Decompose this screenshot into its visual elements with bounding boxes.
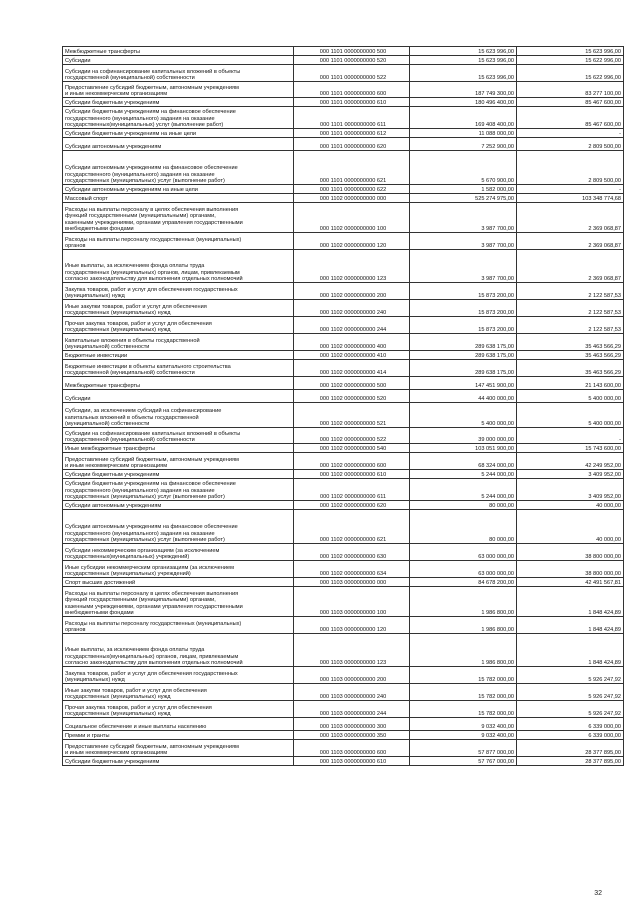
row-executed-amount: 28 377 895,00 [517, 740, 624, 757]
row-name: Субсидии бюджетным учреждениям [65, 471, 160, 478]
row-code: 000 1102 0000000000 100 [294, 203, 410, 233]
table-row [63, 667, 624, 684]
row-name: Иные субсидии некоммерческим организациям (за исключением государственных (муниципальных) учреждений) [65, 564, 234, 577]
row-executed-amount: 2 369 068,87 [517, 203, 624, 233]
row-code: 000 1101 0000000000 612 [294, 129, 410, 138]
row-name: Субсидии на софинансирование капитальных вложений в объекты государственной (муниципальной) собственности [65, 430, 241, 443]
row-name-cell [63, 453, 294, 470]
row-executed-amount: 3 409 952,00 [517, 470, 624, 479]
row-code: 000 1102 0000000000 600 [294, 453, 410, 470]
row-name-cell [63, 740, 294, 757]
row-name-cell [63, 377, 294, 390]
table-row [63, 82, 624, 98]
row-code: 000 1101 0000000000 520 [294, 56, 410, 65]
row-name: Иные закупки товаров, работ и услуг для обеспечения государственных (муниципальных) нужд [65, 303, 207, 316]
row-name-cell [63, 587, 294, 617]
row-name: Иные межбюджетные трансферты [65, 445, 155, 452]
row-name: Субсидии, за исключением субсидий на софинансирование капитальных вложений в объекты государственной (муниципальной) собственности [65, 408, 222, 427]
row-name-cell [63, 617, 294, 634]
row-approved-amount: 3 987 700,00 [410, 250, 517, 283]
table-row [63, 684, 624, 701]
row-executed-amount: 40 000,00 [517, 501, 624, 510]
table-row [63, 300, 624, 317]
row-name-cell [63, 578, 294, 587]
row-executed-amount: 35 463 566,29 [517, 351, 624, 360]
row-approved-amount: 103 051 900,00 [410, 444, 517, 453]
table-row [63, 587, 624, 617]
row-name-cell [63, 300, 294, 317]
row-executed-amount: 103 348 774,68 [517, 194, 624, 203]
row-name-cell [63, 185, 294, 194]
row-executed-amount: 2 809 500,00 [517, 151, 624, 185]
row-approved-amount: 63 000 000,00 [410, 561, 517, 578]
row-code: 000 1102 0000000000 410 [294, 351, 410, 360]
row-name-cell [63, 510, 294, 544]
row-name: Межбюджетные трансферты [65, 48, 141, 55]
table-row [63, 718, 624, 731]
row-code: 000 1103 0000000000 120 [294, 617, 410, 634]
row-executed-amount: 40 000,00 [517, 510, 624, 544]
row-executed-amount: 85 467 600,00 [517, 107, 624, 129]
row-approved-amount: 84 678 200,00 [410, 578, 517, 587]
table-row [63, 561, 624, 578]
row-name: Капитальные вложения в объекты государственной (муниципальной) собственности [65, 337, 200, 350]
row-executed-amount: 83 277 100,00 [517, 82, 624, 98]
row-name: Предоставление субсидий бюджетным, автономным учреждениям и иным некоммерческим организациям [65, 456, 239, 469]
row-code: 000 1102 0000000000 244 [294, 317, 410, 334]
row-name: Предоставление субсидий бюджетным, автономным учреждениям и иным некоммерческим организациям [65, 84, 239, 97]
row-code: 000 1102 0000000000 611 [294, 479, 410, 501]
row-name: Субсидии некоммерческим организациям (за исключением государственных(муниципальных) учреждений) [65, 547, 220, 560]
row-name-cell [63, 317, 294, 334]
row-approved-amount: 15 782 000,00 [410, 701, 517, 718]
row-approved-amount: 3 987 700,00 [410, 233, 517, 250]
row-name: Субсидии [65, 57, 91, 64]
budget-table [62, 46, 624, 766]
row-name-cell [63, 731, 294, 740]
row-code: 000 1102 0000000000 522 [294, 428, 410, 444]
table-row [63, 283, 624, 300]
row-executed-amount: 5 926 247,92 [517, 701, 624, 718]
row-name-cell [63, 634, 294, 667]
table-row [63, 250, 624, 283]
row-executed-amount: 15 622 996,00 [517, 65, 624, 82]
row-code: 000 1103 0000000000 600 [294, 740, 410, 757]
table-row [63, 428, 624, 444]
row-approved-amount: 63 000 000,00 [410, 544, 517, 561]
row-name: Субсидии бюджетным учреждениям [65, 758, 160, 765]
row-code: 000 1101 0000000000 622 [294, 185, 410, 194]
row-name: Субсидии автономным учреждениям на финансовое обеспечение государственного (муниципального) задания на оказание государственных (муниципальных) услуг (выполнение работ) [65, 165, 238, 184]
row-name: Закупка товаров, работ и услуг для обеспечения государственных (муниципальных) нужд [65, 670, 238, 683]
row-code: 000 1102 0000000000 610 [294, 470, 410, 479]
table-row [63, 351, 624, 360]
row-name: Расходы на выплаты персоналу в целях обеспечения выполнения функций государственными (муниципальными) органами, казенными учреждениями, органами управления государственными внебюджетными фондами [65, 591, 243, 616]
row-approved-amount: 80 000,00 [410, 501, 517, 510]
row-name-cell [63, 479, 294, 501]
table-row [63, 444, 624, 453]
table-row [63, 740, 624, 757]
row-executed-amount: 1 848 424,89 [517, 617, 624, 634]
row-executed-amount: 15 622 996,00 [517, 56, 624, 65]
table-row [63, 701, 624, 718]
row-code: 000 1102 0000000000 240 [294, 300, 410, 317]
row-approved-amount: 289 638 175,00 [410, 360, 517, 377]
table-row [63, 453, 624, 470]
row-approved-amount: 5 400 000,00 [410, 403, 517, 428]
row-approved-amount: 15 873 200,00 [410, 300, 517, 317]
table-row [63, 56, 624, 65]
row-code: 000 1103 0000000000 123 [294, 634, 410, 667]
row-executed-amount: 1 848 424,89 [517, 634, 624, 667]
row-executed-amount: 38 800 000,00 [517, 561, 624, 578]
row-approved-amount: 187 749 300,00 [410, 82, 517, 98]
row-name-cell [63, 233, 294, 250]
row-name-cell [63, 203, 294, 233]
row-name: Расходы на выплаты персоналу государственных (муниципальных) органов [65, 236, 242, 249]
table-row [63, 107, 624, 129]
row-approved-amount: 289 638 175,00 [410, 351, 517, 360]
page-number: 32 [594, 890, 602, 897]
row-name: Иные выплаты, за исключением фонда оплаты труда государственных(муниципальных) органов, лицам, привлекаемым согласно законодательству для выполнения отдельных полномочий [65, 647, 243, 666]
table-row [63, 377, 624, 390]
row-name-cell [63, 470, 294, 479]
row-executed-amount: 42 491 567,81 [517, 578, 624, 587]
table-row [63, 403, 624, 428]
table-row [63, 129, 624, 138]
row-name: Иные закупки товаров, работ и услуг для обеспечения государственных (муниципальных) нужд [65, 687, 207, 700]
row-name-cell [63, 403, 294, 428]
table-row [63, 334, 624, 351]
row-name: Закупка товаров, работ и услуг для обеспечения государственных (муниципальных) нужд [65, 286, 238, 299]
row-name-cell [63, 334, 294, 351]
row-name: Расходы на выплаты персоналу государственных (муниципальных) органов [65, 620, 242, 633]
table-row [63, 360, 624, 377]
row-code: 000 1101 0000000000 522 [294, 65, 410, 82]
row-name: Субсидии бюджетным учреждениям на финансовое обеспечение государственного (муниципального) задания на оказание государственных(муниципальных) услуг (выполнение работ) [65, 109, 236, 128]
row-code: 000 1103 0000000000 100 [294, 587, 410, 617]
row-name-cell [63, 107, 294, 129]
table-row [63, 510, 624, 544]
row-approved-amount: 3 987 700,00 [410, 203, 517, 233]
row-approved-amount: 7 252 900,00 [410, 138, 517, 151]
row-approved-amount: 5 670 900,00 [410, 151, 517, 185]
row-name: Субсидии автономным учреждениям [65, 143, 162, 150]
row-executed-amount: 2 369 068,87 [517, 250, 624, 283]
table-row [63, 65, 624, 82]
row-name-cell [63, 65, 294, 82]
row-code: 000 1102 0000000000 634 [294, 561, 410, 578]
row-approved-amount: 9 032 400,00 [410, 731, 517, 740]
row-approved-amount: 11 088 000,00 [410, 129, 517, 138]
row-code: 000 1102 0000000000 621 [294, 510, 410, 544]
row-code: 000 1103 0000000000 240 [294, 684, 410, 701]
row-code: 000 1101 0000000000 620 [294, 138, 410, 151]
row-name-cell [63, 151, 294, 185]
row-approved-amount: 15 623 996,00 [410, 47, 517, 56]
row-name: Субсидии автономным учреждениям [65, 502, 162, 509]
row-code: 000 1101 0000000000 611 [294, 107, 410, 129]
budget-table-body [63, 47, 624, 766]
table-row [63, 544, 624, 561]
row-code: 000 1101 0000000000 600 [294, 82, 410, 98]
table-row [63, 203, 624, 233]
row-executed-amount: 42 249 952,00 [517, 453, 624, 470]
row-approved-amount: 1 582 000,00 [410, 185, 517, 194]
row-name-cell [63, 138, 294, 151]
table-row [63, 233, 624, 250]
row-approved-amount: 289 638 175,00 [410, 334, 517, 351]
row-executed-amount: 5 926 247,92 [517, 684, 624, 701]
row-name: Иные выплаты, за исключением фонда оплаты труда государственных (муниципальных) органов, лицам, привлекаемым согласно законодательству для выполнения отдельных полномочий [65, 263, 243, 282]
row-executed-amount: 35 463 566,29 [517, 334, 624, 351]
row-code: 000 1102 0000000000 000 [294, 194, 410, 203]
row-name: Массовый спорт [65, 195, 108, 202]
row-name-cell [63, 501, 294, 510]
row-name: Бюджетные инвестиции [65, 352, 128, 359]
row-name-cell [63, 390, 294, 403]
row-name: Субсидии на софинансирование капитальных вложений в объекты государственной (муниципальной) собственности [65, 68, 241, 81]
row-approved-amount: 1 986 800,00 [410, 634, 517, 667]
row-executed-amount: 38 800 000,00 [517, 544, 624, 561]
row-approved-amount: 147 451 900,00 [410, 377, 517, 390]
row-name: Субсидии бюджетным учреждениям на иные цели [65, 130, 197, 137]
table-row [63, 151, 624, 185]
row-name-cell [63, 544, 294, 561]
row-approved-amount: 5 244 000,00 [410, 470, 517, 479]
row-executed-amount: - [517, 129, 624, 138]
row-executed-amount: - [517, 185, 624, 194]
row-approved-amount: 57 877 000,00 [410, 740, 517, 757]
table-row [63, 757, 624, 766]
row-approved-amount: 525 274 975,00 [410, 194, 517, 203]
row-code: 000 1103 0000000000 000 [294, 578, 410, 587]
row-name: Бюджетные инвестиции в объекты капитального строительства государственной (муниципальной) собственности [65, 363, 231, 376]
row-code: 000 1103 0000000000 300 [294, 718, 410, 731]
table-row [63, 470, 624, 479]
row-name-cell [63, 56, 294, 65]
row-code: 000 1101 0000000000 500 [294, 47, 410, 56]
row-approved-amount: 44 400 000,00 [410, 390, 517, 403]
row-approved-amount: 15 782 000,00 [410, 667, 517, 684]
row-name-cell [63, 250, 294, 283]
row-approved-amount: 57 767 000,00 [410, 757, 517, 766]
row-name-cell [63, 283, 294, 300]
row-name-cell [63, 194, 294, 203]
row-name: Субсидии бюджетным учреждениям на финансовое обеспечение государственного (муниципального) задания на оказание государственных (муниципальных) услуг (выполнение работ) [65, 481, 236, 500]
row-code: 000 1102 0000000000 620 [294, 501, 410, 510]
table-row [63, 578, 624, 587]
row-code: 000 1103 0000000000 610 [294, 757, 410, 766]
row-executed-amount: - [517, 428, 624, 444]
row-approved-amount: 15 623 996,00 [410, 56, 517, 65]
row-code: 000 1102 0000000000 500 [294, 377, 410, 390]
row-code: 000 1102 0000000000 120 [294, 233, 410, 250]
row-approved-amount: 180 496 400,00 [410, 98, 517, 107]
row-name: Субсидии автономным учреждениям на финансовое обеспечение государственного (муниципального) задания на оказание государственных (муниципальных) услуг (выполнение работ) [65, 524, 238, 543]
row-code: 000 1103 0000000000 244 [294, 701, 410, 718]
row-executed-amount: 1 848 424,89 [517, 587, 624, 617]
row-name: Прочая закупка товаров, работ и услуг для обеспечения государственных (муниципальных) нужд [65, 704, 212, 717]
row-executed-amount: 35 463 566,29 [517, 360, 624, 377]
row-name: Предоставление субсидий бюджетным, автономным учреждениям и иным некоммерческим организациям [65, 743, 239, 756]
table-row [63, 390, 624, 403]
table-row [63, 731, 624, 740]
row-name-cell [63, 360, 294, 377]
row-executed-amount: 6 339 000,00 [517, 718, 624, 731]
row-approved-amount: 15 782 000,00 [410, 684, 517, 701]
row-name: Премии и гранты [65, 732, 110, 739]
row-approved-amount: 68 324 000,00 [410, 453, 517, 470]
row-approved-amount: 15 873 200,00 [410, 283, 517, 300]
row-name-cell [63, 47, 294, 56]
row-executed-amount: 5 926 247,92 [517, 667, 624, 684]
row-executed-amount: 85 467 600,00 [517, 98, 624, 107]
row-approved-amount: 15 873 200,00 [410, 317, 517, 334]
row-code: 000 1102 0000000000 520 [294, 390, 410, 403]
row-name-cell [63, 701, 294, 718]
row-executed-amount: 28 377 895,00 [517, 757, 624, 766]
table-row [63, 194, 624, 203]
row-name-cell [63, 667, 294, 684]
row-approved-amount: 15 623 996,00 [410, 65, 517, 82]
row-name: Субсидии [65, 395, 91, 402]
table-row [63, 98, 624, 107]
row-code: 000 1102 0000000000 400 [294, 334, 410, 351]
row-approved-amount: 9 032 400,00 [410, 718, 517, 731]
row-name: Межбюджетные трансферты [65, 382, 141, 389]
row-name-cell [63, 129, 294, 138]
row-code: 000 1101 0000000000 621 [294, 151, 410, 185]
row-name: Спорт высших достижений [65, 579, 136, 586]
row-name-cell [63, 561, 294, 578]
row-executed-amount: 2 369 068,87 [517, 233, 624, 250]
row-name-cell [63, 444, 294, 453]
row-name-cell [63, 82, 294, 98]
row-name-cell [63, 98, 294, 107]
row-approved-amount: 39 000 000,00 [410, 428, 517, 444]
row-executed-amount: 5 400 000,00 [517, 403, 624, 428]
row-approved-amount: 1 986 800,00 [410, 587, 517, 617]
table-row [63, 317, 624, 334]
row-approved-amount: 80 000,00 [410, 510, 517, 544]
table-row [63, 634, 624, 667]
row-executed-amount: 2 122 587,53 [517, 317, 624, 334]
row-executed-amount: 6 339 000,00 [517, 731, 624, 740]
table-row [63, 185, 624, 194]
row-code: 000 1102 0000000000 521 [294, 403, 410, 428]
row-code: 000 1101 0000000000 610 [294, 98, 410, 107]
table-row [63, 47, 624, 56]
row-executed-amount: 2 809 500,00 [517, 138, 624, 151]
row-name: Субсидии автономным учреждениям на иные цели [65, 186, 198, 193]
table-row [63, 138, 624, 151]
row-code: 000 1103 0000000000 350 [294, 731, 410, 740]
row-code: 000 1102 0000000000 540 [294, 444, 410, 453]
row-name: Социальное обеспечение и иные выплаты населению [65, 723, 207, 730]
row-executed-amount: 5 400 000,00 [517, 390, 624, 403]
row-name: Субсидии бюджетным учреждениям [65, 99, 160, 106]
row-executed-amount: 21 143 600,00 [517, 377, 624, 390]
row-approved-amount: 1 986 800,00 [410, 617, 517, 634]
row-executed-amount: 15 623 996,00 [517, 47, 624, 56]
row-executed-amount: 15 743 600,00 [517, 444, 624, 453]
row-name-cell [63, 428, 294, 444]
row-code: 000 1102 0000000000 123 [294, 250, 410, 283]
table-row [63, 501, 624, 510]
row-name-cell [63, 757, 294, 766]
row-code: 000 1102 0000000000 200 [294, 283, 410, 300]
row-name: Прочая закупка товаров, работ и услуг для обеспечения государственных (муниципальных) нужд [65, 320, 212, 333]
row-executed-amount: 3 409 952,00 [517, 479, 624, 501]
row-code: 000 1102 0000000000 630 [294, 544, 410, 561]
row-name-cell [63, 351, 294, 360]
row-name: Расходы на выплаты персоналу в целях обеспечения выполнения функций государственными (муниципальными) органами, казенными учреждениями, органами управления государственными внебюджетными фондами [65, 207, 243, 232]
row-code: 000 1102 0000000000 414 [294, 360, 410, 377]
row-code: 000 1103 0000000000 200 [294, 667, 410, 684]
row-name-cell [63, 718, 294, 731]
row-executed-amount: 2 122 587,53 [517, 300, 624, 317]
row-approved-amount: 5 244 000,00 [410, 479, 517, 501]
row-executed-amount: 2 122 587,53 [517, 283, 624, 300]
row-approved-amount: 169 408 400,00 [410, 107, 517, 129]
row-name-cell [63, 684, 294, 701]
table-row [63, 617, 624, 634]
table-row [63, 479, 624, 501]
